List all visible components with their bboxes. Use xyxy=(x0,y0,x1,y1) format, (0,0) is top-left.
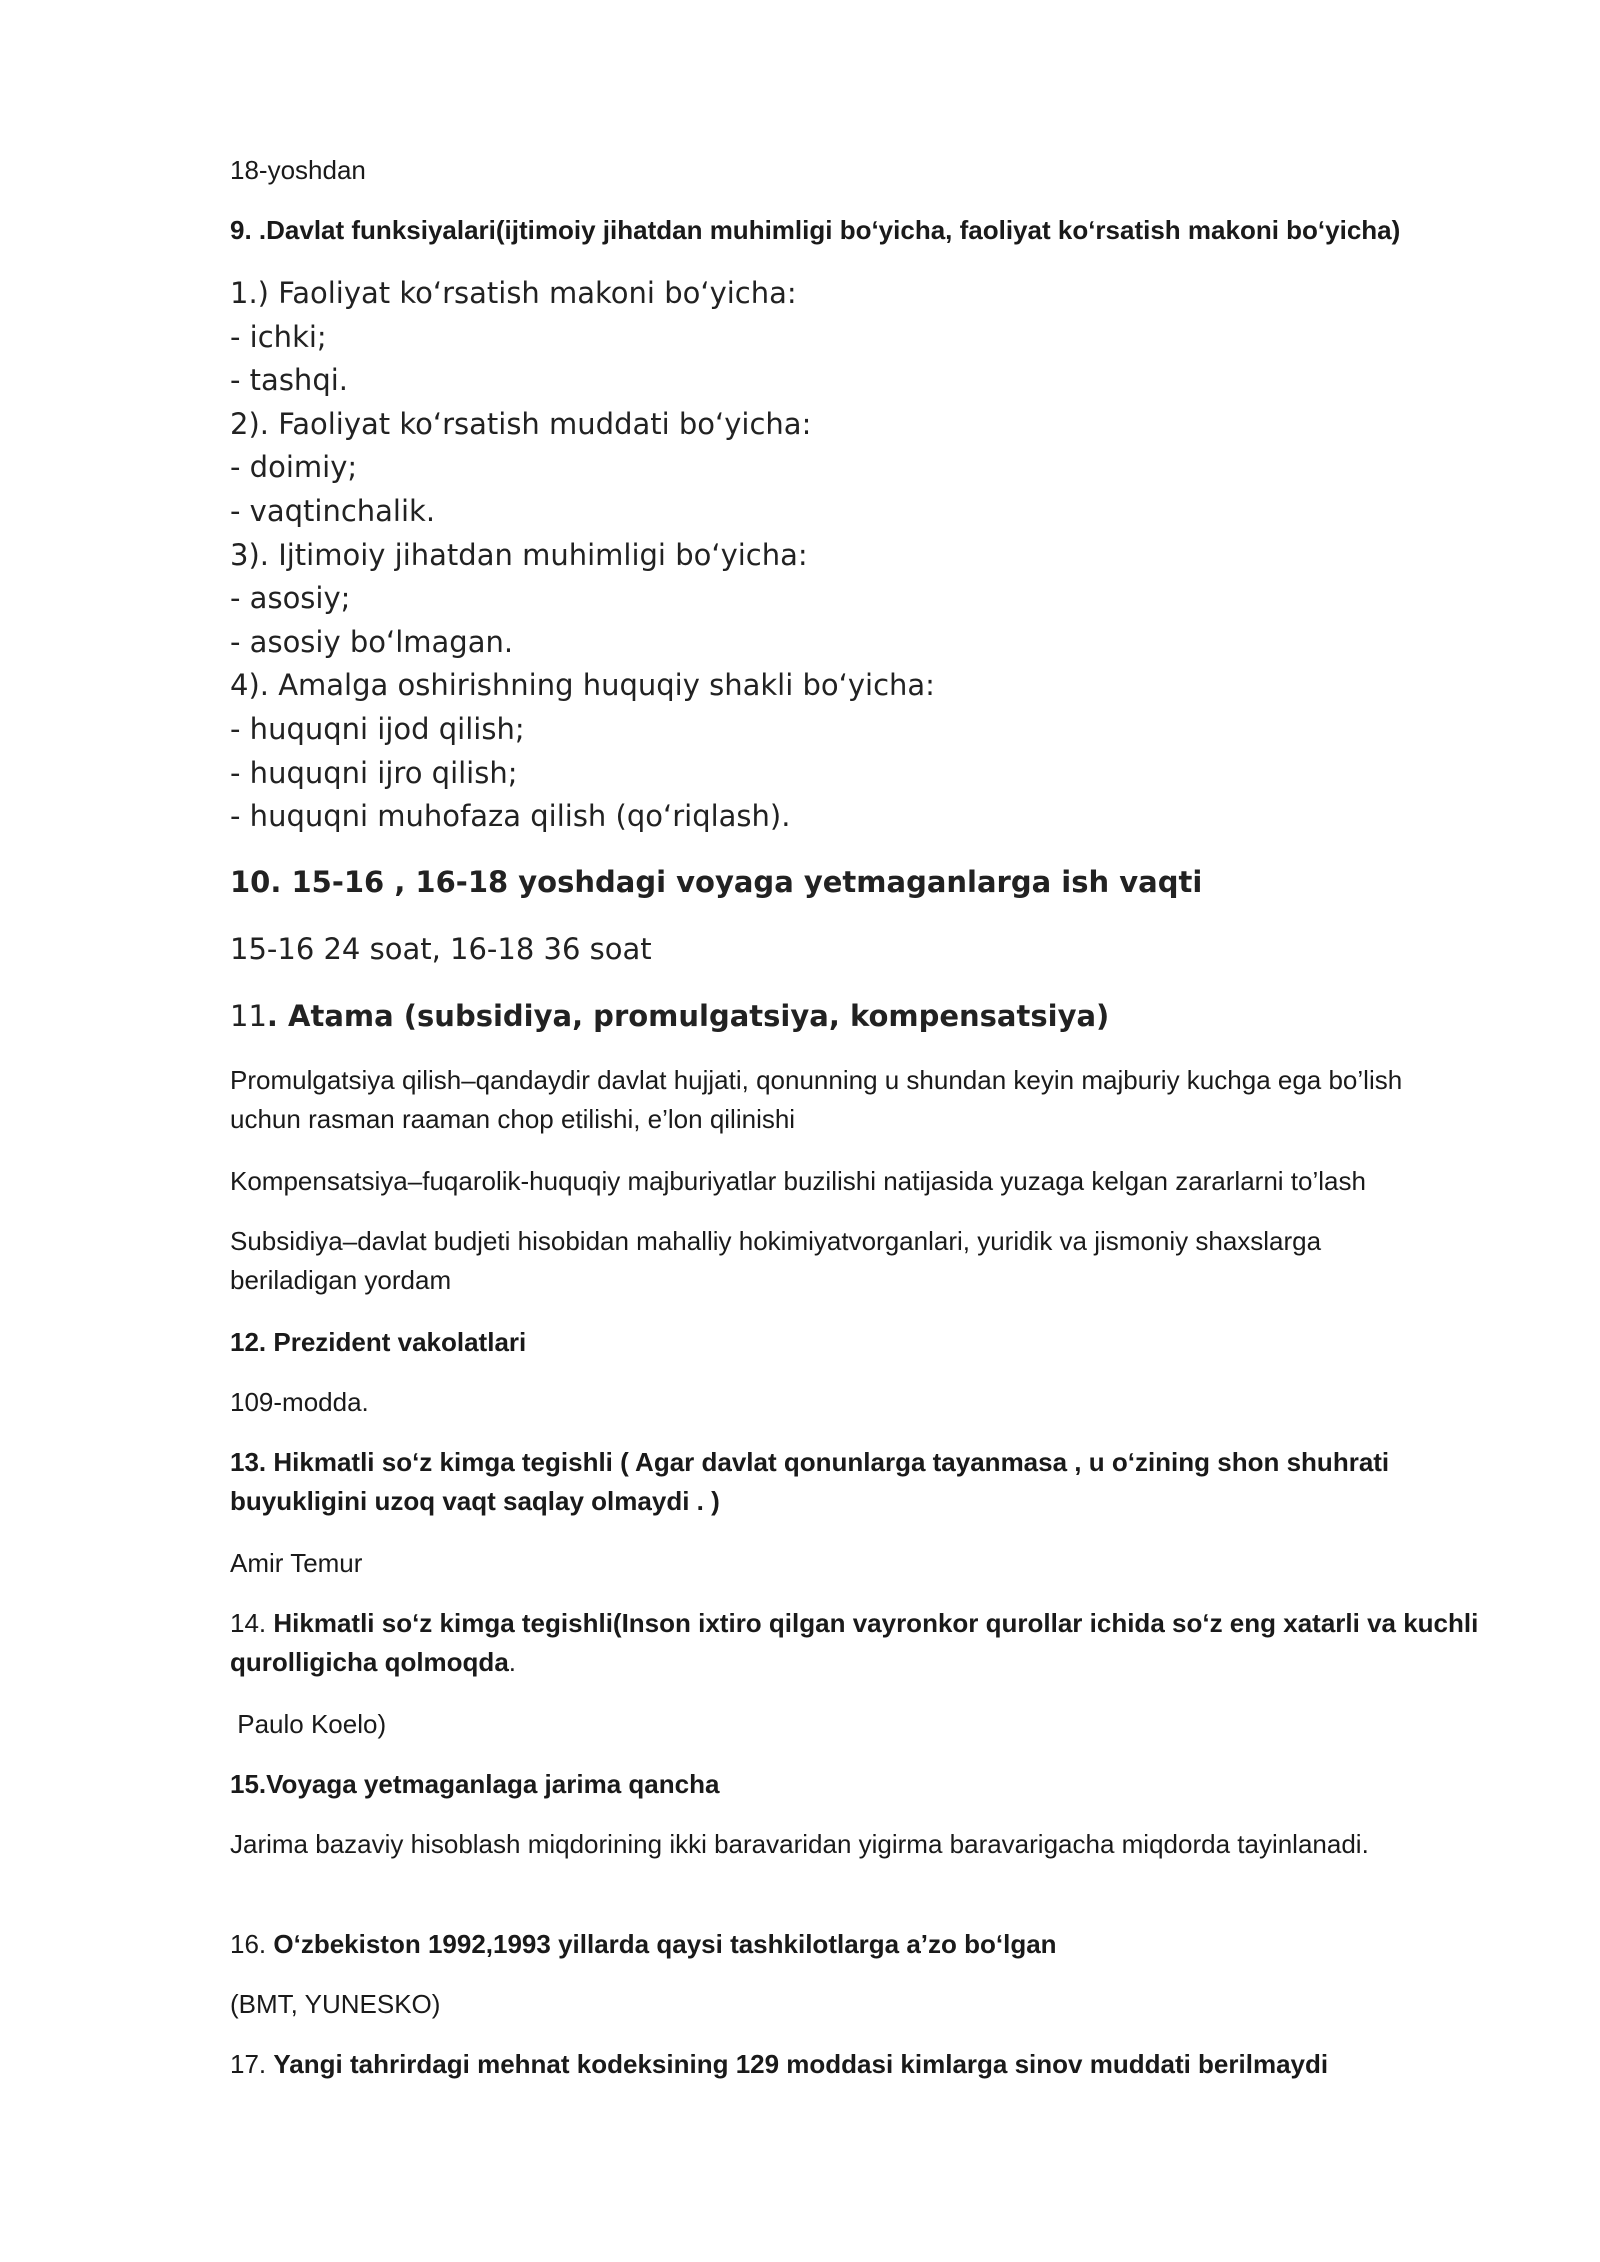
question-16-number: 16. xyxy=(230,1929,274,1959)
list-line: - huquqni ijod qilish; xyxy=(230,711,525,746)
question-13-title-line-1: 13. Hikmatli soʻz kimga tegishli ( Agar davlat qonunlarga tayanmasa , u oʻzining shon shuhrati xyxy=(230,1447,1390,1477)
question-14-number: 14. xyxy=(230,1608,274,1638)
subsidiya-line-2: beriladigan yordam xyxy=(230,1265,452,1295)
question-16-text: Oʻzbekiston 1992,1993 yillarda qaysi tashkilotlarga a’zo boʻlgan xyxy=(273,1929,1057,1959)
list-line: 3). Ijtimoiy jihatdan muhimligi boʻyicha: xyxy=(230,537,808,572)
question-14-title-cont: qurolligicha qolmoqda xyxy=(230,1647,509,1677)
list-line: 4). Amalga oshirishning huquqiy shakli boʻyicha: xyxy=(230,668,935,703)
question-14-title: Hikmatli soʻz kimga tegishli(Inson ixtiro qilgan vayronkor qurollar ichida soʻz eng xatarli va kuchli xyxy=(273,1608,1479,1638)
question-10-answer: 15-16 24 soat, 16-18 36 soat xyxy=(230,932,652,966)
list-line: - doimiy; xyxy=(230,450,358,485)
list-line: 1.) Faoliyat koʻrsatish makoni boʻyicha: xyxy=(230,276,797,310)
question-11-title: . Atama (subsidiya, promulgatsiya, kompensatsiya) xyxy=(266,999,1110,1033)
list-line: - asosiy boʻlmagan. xyxy=(230,624,514,659)
question-9-title: 9. .Davlat funksiyalari(ijtimoiy jihatdan muhimligi boʻyicha, faoliyat koʻrsatish makoni boʻyicha) xyxy=(230,215,1401,245)
question-15-answer: Jarima bazaviy hisoblash miqdorining ikki baravaridan yigirma baravarigacha miqdorda tayinlanadi. xyxy=(230,1829,1369,1859)
question-17-text: Yangi tahrirdagi mehnat kodeksining 129 moddasi kimlarga sinov muddati berilmaydi xyxy=(273,2049,1329,2079)
question-14-answer: Paulo Koelo) xyxy=(230,1709,387,1739)
question-14-title-line-1 xyxy=(230,1603,1478,1643)
question-9-list xyxy=(230,272,935,839)
question-11-heading xyxy=(230,995,1109,1039)
question-16-title xyxy=(230,1924,1057,1964)
list-line: - asosiy; xyxy=(230,581,351,616)
list-line: - huquqni muhofaza qilish (qoʻriqlash). xyxy=(230,799,791,834)
question-12-title: 12. Prezident vakolatlari xyxy=(230,1327,527,1357)
list-line: - tashqi. xyxy=(230,363,348,398)
list-line: - huquqni ijro qilish; xyxy=(230,755,518,790)
promulgatsiya-line-1: Promulgatsiya qilish–qandaydir davlat hujjati, qonunning u shundan keyin majburiy kuchga ega bo’lish xyxy=(230,1065,1403,1095)
question-14-period: . xyxy=(508,1647,517,1677)
question-14-title-line-2 xyxy=(230,1642,516,1682)
kompensatsiya-definition: Kompensatsiya–fuqarolik-huquqiy majburiyatlar buzilishi natijasida yuzaga kelgan zararlarni to’lash xyxy=(230,1166,1366,1196)
answer-18-yoshdan: 18-yoshdan xyxy=(230,155,366,185)
question-13-title-line-2: buyukligini uzoq vaqt saqlay olmaydi . ) xyxy=(230,1486,720,1516)
list-line: 2). Faoliyat koʻrsatish muddati boʻyicha: xyxy=(230,406,812,441)
promulgatsiya-line-2: uchun rasman raaman chop etilishi, e’lon qilinishi xyxy=(230,1104,796,1134)
subsidiya-line-1: Subsidiya–davlat budjeti hisobidan mahalliy hokimiyatvorganlari, yuridik va jismoniy shaxslarga xyxy=(230,1226,1322,1256)
question-16-answer: (BMT, YUNESKO) xyxy=(230,1989,441,2019)
question-11-number: 11 xyxy=(230,999,267,1033)
question-12-answer: 109-modda. xyxy=(230,1387,369,1417)
question-17-number: 17. xyxy=(230,2049,274,2079)
list-line: - vaqtinchalik. xyxy=(230,493,436,528)
question-13-answer: Amir Temur xyxy=(230,1548,363,1578)
question-17-title xyxy=(230,2044,1328,2084)
list-line: - ichki; xyxy=(230,319,327,354)
question-15-title: 15.Voyaga yetmaganlaga jarima qancha xyxy=(230,1769,720,1799)
question-10-title: 10. 15-16 , 16-18 yoshdagi voyaga yetmaganlarga ish vaqti xyxy=(230,865,1203,899)
